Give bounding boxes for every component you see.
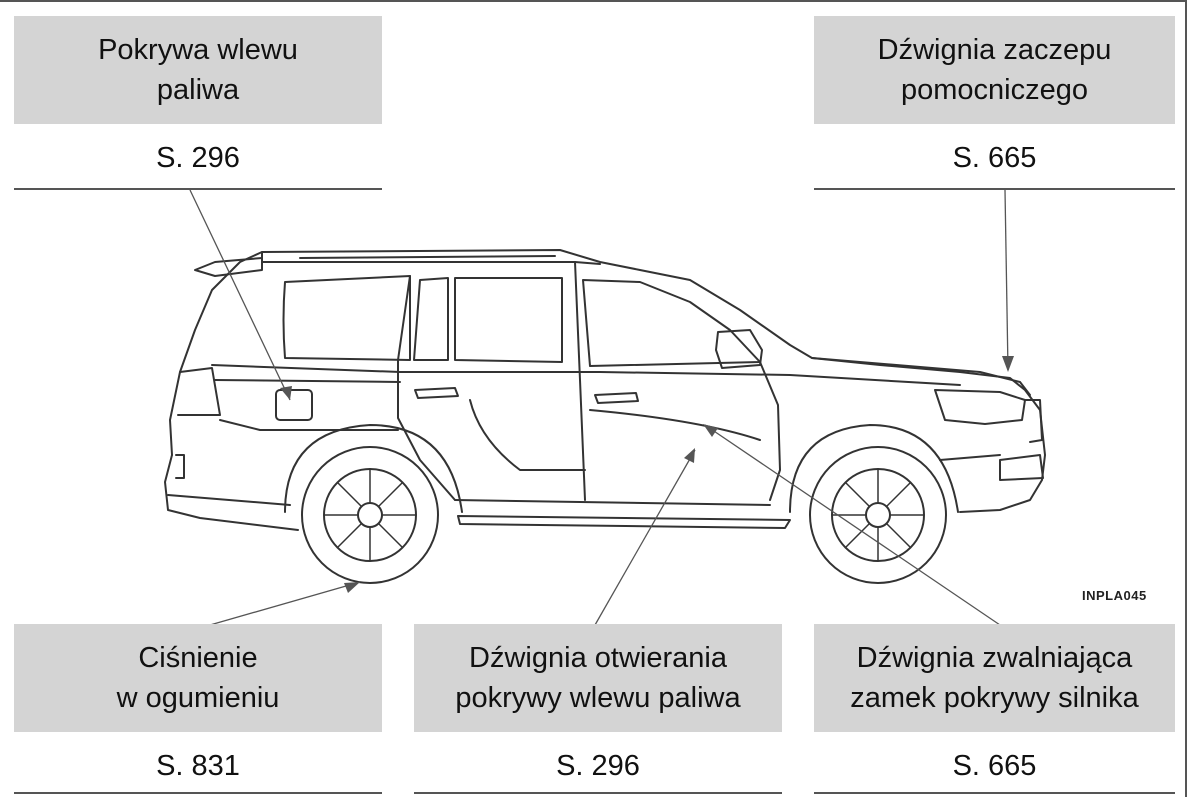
- label-hood-release: [814, 624, 1175, 732]
- label-fuel-opener-line2: pokrywy wlewu paliwa: [455, 682, 741, 714]
- headlamp: [935, 390, 1025, 424]
- running-board: [458, 516, 790, 528]
- rear-spoiler: [195, 258, 262, 276]
- label-aux-catch: [814, 16, 1175, 124]
- front-wheel: [810, 447, 946, 583]
- rear-door-window: [414, 278, 448, 360]
- label-fuel-door-line1: Pokrywa wlewu: [98, 34, 298, 66]
- rear-wheel: [302, 447, 438, 583]
- figure-code: INPLA045: [1082, 588, 1147, 603]
- rear-quarter-window: [284, 276, 411, 360]
- leader-line-aux-catch: [1005, 190, 1008, 370]
- arrow-fuel-door: [280, 386, 292, 400]
- fuel-door: [276, 390, 312, 420]
- label-aux-catch-line2: pomocniczego: [900, 74, 1088, 106]
- hood: [812, 358, 1030, 395]
- label-fuel-opener-line1: Dźwignia otwierania: [469, 642, 727, 674]
- label-tire-pressure-line2: w ogumieniu: [116, 682, 280, 714]
- label-hood-release-line2: zamek pokrywy silnika: [850, 682, 1139, 714]
- page-ref-fuel-opener[interactable]: S. 296: [414, 736, 782, 794]
- rear-lamp: [178, 368, 220, 415]
- page-ref-fuel-door[interactable]: S. 296: [14, 128, 382, 190]
- front-door-window: [583, 280, 760, 366]
- page-ref-tire-pressure[interactable]: S. 831: [14, 736, 382, 794]
- label-fuel-door: [14, 16, 382, 124]
- front-door-seam: [760, 362, 780, 500]
- leader-line-hood-release: [705, 425, 1000, 625]
- label-fuel-opener: [414, 624, 782, 732]
- arrow-fuel-opener: [684, 448, 695, 463]
- page-ref-aux-catch[interactable]: S. 665: [814, 128, 1175, 190]
- label-aux-catch-line1: Dźwignia zaczepu: [877, 34, 1112, 66]
- leader-line-tire-pressure: [210, 582, 360, 625]
- arrow-tire-pressure: [344, 582, 360, 593]
- grille: [1025, 400, 1042, 442]
- label-tire-pressure: [14, 624, 382, 732]
- label-tire-pressure-line1: Ciśnienie: [138, 642, 258, 674]
- arrow-aux-catch: [1002, 356, 1014, 372]
- label-hood-release-line1: Dźwignia zwalniająca: [856, 642, 1133, 674]
- rear-door-handle: [415, 388, 458, 398]
- label-fuel-door-line2: paliwa: [156, 74, 240, 106]
- page-ref-hood-release[interactable]: S. 665: [814, 736, 1175, 794]
- leader-line-fuel-opener: [595, 450, 695, 625]
- front-door-handle: [595, 393, 638, 403]
